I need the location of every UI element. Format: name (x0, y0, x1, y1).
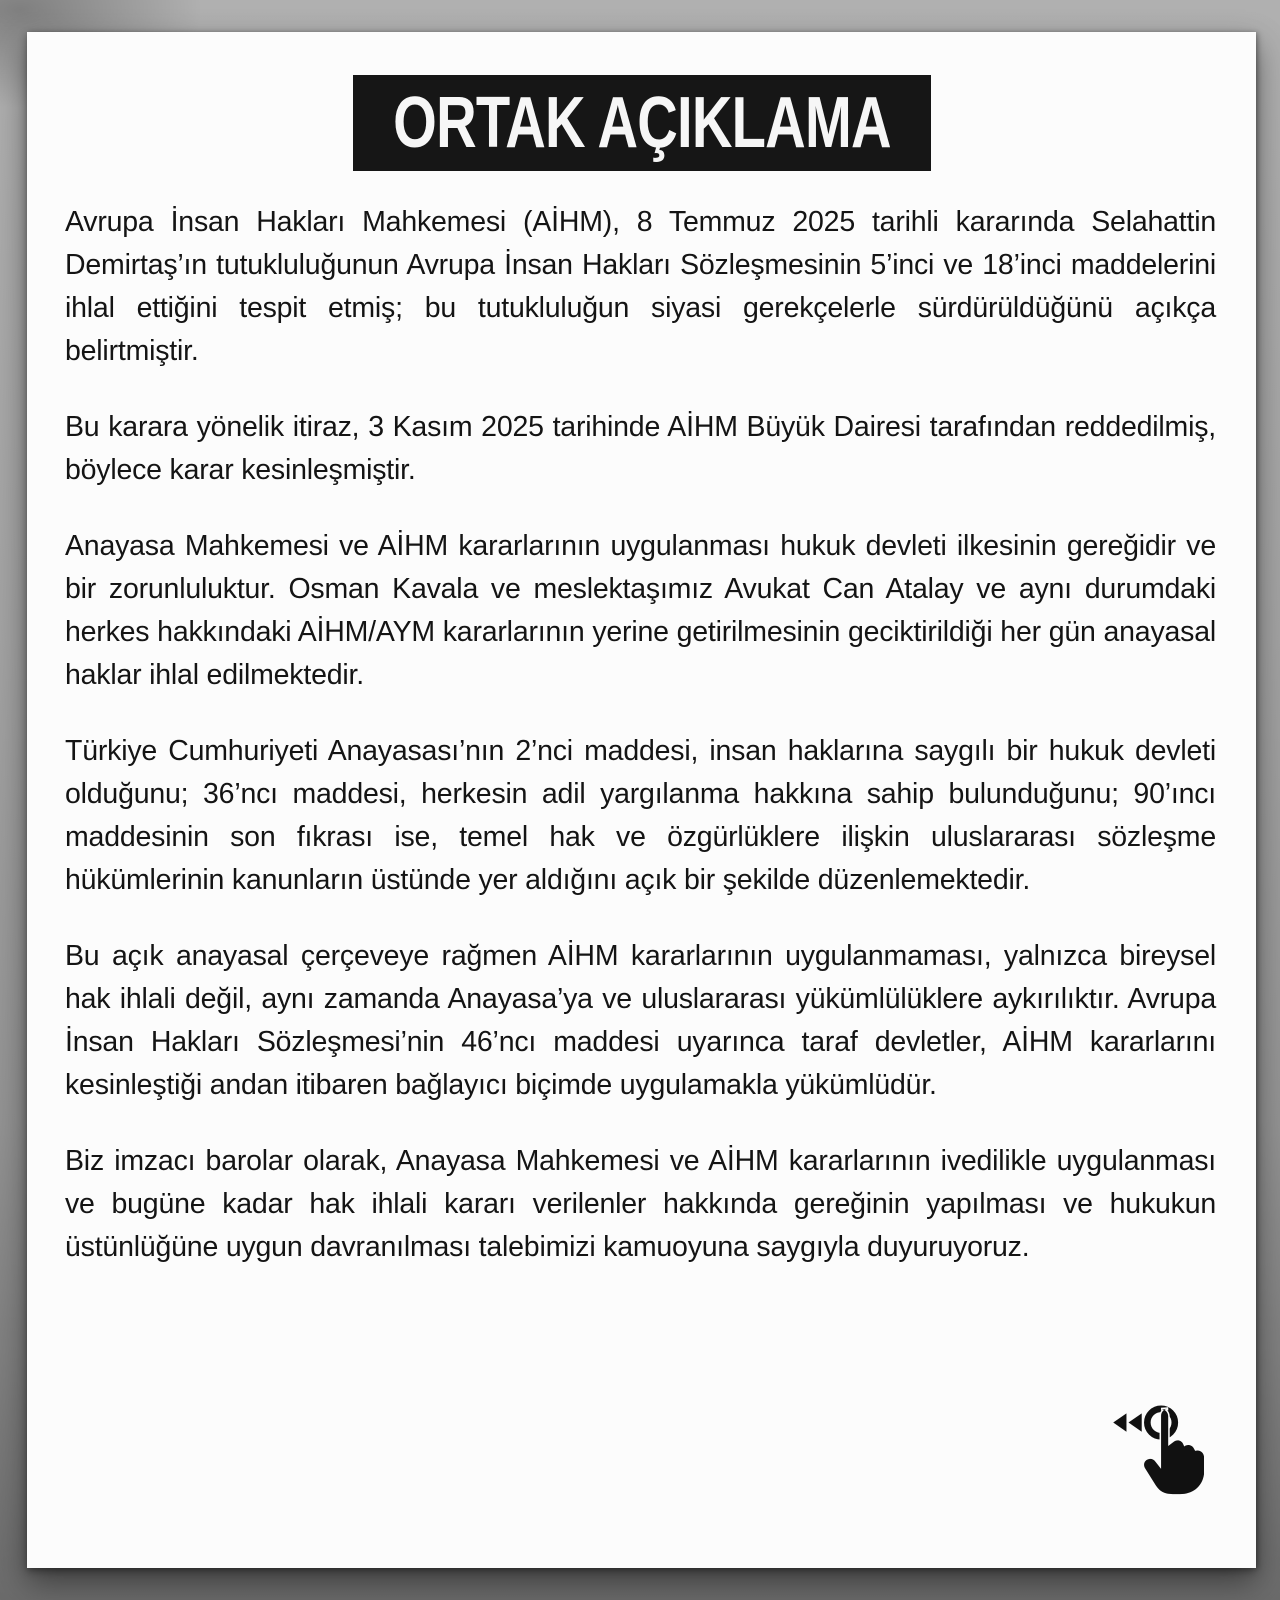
page-title: ORTAK AÇIKLAMA (392, 83, 891, 163)
paragraph-1: Avrupa İnsan Hakları Mahkemesi (AİHM), 8 Temmuz 2025 tarihli kararında Selahattin Demirtaş’ın tutukluluğunun Avrupa İnsan Hakları Sözleşmesinin 5’inci ve 18’inci maddelerini ihlal ettiğini tespit etmiş; bu tutukluluğun siyasi gerekçelerle sürdürüldüğünü açıkça belirtmiştir. (65, 206, 1216, 367)
paragraph-3: Anayasa Mahkemesi ve AİHM kararlarının uygulanması hukuk devleti ilkesinin gereğidir ve bir zorunluluktur. Osman Kavala ve meslektaşımız Avukat Can Atalay ve aynı durumdaki herkes hakkındaki AİHM/AYM kararlarının yerine getirilmesinin geciktirildiği her gün anayasal haklar ihlal edilmektedir. (65, 530, 1216, 691)
statement-body (27, 171, 1256, 1269)
chevron-left-icon (1129, 1413, 1142, 1431)
paragraph-5: Bu açık anayasal çerçeveye rağmen AİHM kararlarının uygulanmaması, yalnızca bireysel hak ihlali değil, aynı zamanda Anayasa’ya ve uluslararası yükümlülüklere aykırılıktır. Avrupa İnsan Hakları Sözleşmesi’nin 46’ncı maddesi uyarınca taraf devletler, AİHM kararlarını kesinleştiği andan itibaren bağlayıcı biçimde uygulamakla yükümlüdür. (65, 940, 1216, 1101)
paragraph-6: Biz imzacı barolar olarak, Anayasa Mahkemesi ve AİHM kararlarının ivedilikle uygulanması ve bugüne kadar hak ihlali kararı verilenler hakkında gereğinin yapılması ve hukukun üstünlüğüne uygun davranılması talebimizi kamuoyuna saygıyla duyuruyoruz. (65, 1145, 1216, 1263)
swipe-left-tap-hand-icon (1110, 1392, 1204, 1506)
chevron-left-icon (1113, 1413, 1126, 1431)
paragraph-4: Türkiye Cumhuriyeti Anayasası’nın 2’nci maddesi, insan haklarına saygılı bir hukuk devleti olduğunu; 36’ncı maddesi, herkesin adil yargılanma hakkına sahip bulunduğunu; 90’ıncı maddesinin son fıkrası ise, temel hak ve özgürlüklere ilişkin uluslararası sözleşme hükümlerinin kanunların üstünde yer aldığını açık bir şekilde düzenlemektedir. (65, 735, 1216, 896)
paragraph-2: Bu karara yönelik itiraz, 3 Kasım 2025 tarihinde AİHM Büyük Dairesi tarafından reddedilmiş, böylece karar kesinleşmiştir. (65, 411, 1216, 486)
statement-page (27, 32, 1256, 1568)
page-title-banner (353, 75, 931, 171)
